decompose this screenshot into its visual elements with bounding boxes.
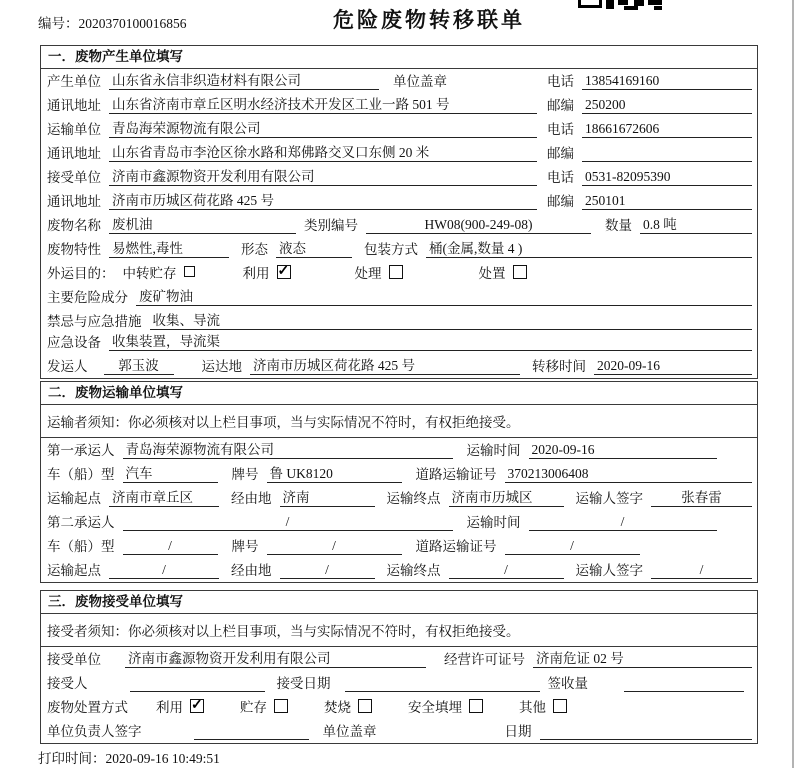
equipment-value: 收集装置，导流渠 — [109, 330, 752, 351]
row-acceptor — [41, 671, 757, 695]
carrier1-value: 青岛海荣源物流有限公司 — [123, 438, 453, 459]
transfer-time-value: 2020-09-16 — [594, 358, 752, 375]
section-transporter — [40, 381, 758, 583]
section-producer-header: 一．废物产生单位填写 — [41, 46, 757, 69]
unit-seal2-label: 单位盖章 — [322, 724, 377, 739]
purpose-label: 外运目的： — [47, 266, 115, 281]
receiver-phone-value: 0531-82095390 — [582, 169, 752, 186]
unit-seal-label: 单位盖章 — [393, 74, 447, 89]
transporter-notice: 运输者须知：你必须核对以上栏目事项，当与实际情况不符时，有权拒绝接受。 — [41, 405, 757, 438]
origin1-label: 运输起点 — [47, 491, 101, 506]
plate2-value: / — [267, 538, 402, 555]
producer-zip-label: 邮编 — [547, 98, 574, 113]
utilize-checkbox — [277, 265, 291, 279]
quantity-label: 数量 — [605, 218, 632, 233]
serial-label: 编号： — [38, 16, 79, 31]
transporter-address-label: 通讯地址 — [47, 146, 101, 161]
via2-value: / — [280, 562, 375, 579]
disposal-option-other: 其他 — [519, 696, 567, 716]
acceptor-label: 接受人 — [47, 676, 88, 691]
qr-code-fragment-icon — [578, 0, 668, 11]
hazard-value: 废矿物油 — [136, 285, 752, 306]
disposal-utilize-checkbox — [190, 699, 204, 713]
purpose-option-treat: 处理 — [355, 262, 403, 282]
quantity-value: 0.8 吨 — [640, 213, 752, 234]
producer-address-label: 通讯地址 — [47, 98, 101, 113]
taboo-label: 禁忌与应急措施 — [47, 314, 142, 329]
print-time-label: 打印时间： — [38, 751, 106, 766]
disposal-incinerate-checkbox — [358, 699, 372, 713]
packing-label: 包装方式 — [364, 242, 418, 257]
row-waste-name — [41, 213, 757, 237]
row-equipment — [41, 333, 757, 354]
row-waste-character — [41, 237, 757, 261]
date2-value — [540, 724, 753, 740]
transport-time2-label: 运输时间 — [466, 515, 521, 530]
row-purpose — [41, 261, 757, 285]
disposal-option-storage: 贮存 — [240, 696, 288, 716]
transporter-phone-value: 18661672606 — [582, 121, 752, 138]
waste-character-label: 废物特性 — [47, 242, 101, 257]
sign2-label: 运输人签字 — [575, 563, 643, 578]
transfer-time-label: 转移时间 — [532, 359, 586, 374]
category-label: 类别编号 — [304, 218, 358, 233]
carrier2-value: / — [123, 514, 453, 531]
head-signature-label: 单位负责人签字 — [47, 724, 142, 739]
disposal-method-label: 废物处置方式 — [47, 700, 128, 715]
vehicle1-label: 车（船）型 — [47, 467, 115, 482]
carrier2-label: 第二承运人 — [47, 515, 115, 530]
row-carrier1 — [41, 438, 757, 462]
disposal-option-landfill: 安全填埋 — [408, 696, 483, 716]
disposal-storage-checkbox — [274, 699, 288, 713]
receiver-address-label: 通讯地址 — [47, 194, 101, 209]
receiver-address-value: 济南市历城区荷花路 425 号 — [109, 189, 537, 210]
hazard-label: 主要危险成分 — [47, 290, 128, 305]
road-license1-label: 道路运输证号 — [415, 467, 497, 482]
category-value: HW08(900-249-08) — [366, 217, 591, 234]
accept-date-label: 接受日期 — [276, 676, 331, 691]
vehicle2-label: 车（船）型 — [47, 539, 115, 554]
receive-unit-label: 接受单位 — [47, 652, 101, 667]
page-title: 危险废物转移联单 — [333, 8, 525, 32]
transporter-zip-value — [582, 146, 752, 162]
purpose-option-utilize: 利用 ✓ — [243, 262, 291, 282]
head-signature-value — [194, 724, 309, 740]
row-transporter — [41, 117, 757, 141]
disposal-option-utilize: 利用 ✓ — [156, 696, 204, 716]
row-shipper — [41, 354, 757, 378]
serial-value: 2020370100016856 — [78, 16, 187, 31]
carrier1-label: 第一承运人 — [47, 443, 115, 458]
shipper-value: 郭玉波 — [104, 354, 174, 375]
via2-label: 经由地 — [231, 563, 272, 578]
producer-zip-value: 250200 — [582, 97, 752, 114]
row-producer-address — [41, 93, 757, 117]
receiver-phone-label: 电话 — [547, 170, 574, 185]
end2-label: 运输终点 — [386, 563, 441, 578]
receiver-notice: 接受者须知：你必须核对以上栏目事项，当与实际情况不符时，有权拒绝接受。 — [41, 614, 757, 647]
treat-checkbox — [389, 265, 403, 279]
origin1-value: 济南市章丘区 — [109, 486, 219, 507]
row-carrier2 — [41, 510, 757, 534]
row-producer — [41, 69, 757, 93]
transporter-label: 运输单位 — [47, 122, 101, 137]
row-hazard — [41, 285, 757, 309]
acceptor-value — [130, 676, 265, 692]
producer-address-value: 山东省济南市章丘区明水经济技术开发区工业一路 501 号 — [109, 93, 537, 114]
page-edge-line — [792, 0, 794, 768]
end1-label: 运输终点 — [386, 491, 441, 506]
print-time-value: 2020-09-16 10:49:51 — [105, 751, 220, 766]
road-license2-label: 道路运输证号 — [415, 539, 497, 554]
row-vehicle2 — [41, 534, 757, 558]
sign2-value: / — [651, 562, 752, 579]
dispose-checkbox — [513, 265, 527, 279]
vehicle1-value: 汽车 — [123, 462, 218, 483]
transport-time1-label: 运输时间 — [466, 443, 521, 458]
operating-license-label: 经营许可证号 — [444, 652, 525, 667]
row-transporter-address — [41, 141, 757, 165]
accept-date-value — [345, 676, 540, 692]
form-label: 形态 — [241, 242, 268, 257]
transporter-phone-label: 电话 — [547, 122, 574, 137]
transporter-address-value: 山东省青岛市李沧区徐水路和郑佛路交叉口东侧 20 米 — [109, 141, 537, 162]
row-route2 — [41, 558, 757, 582]
row-head-signature — [41, 719, 757, 743]
plate1-value: 鲁 UK8120 — [267, 462, 402, 483]
waste-name-label: 废物名称 — [47, 218, 101, 233]
taboo-value: 收集、导流 — [150, 309, 753, 330]
waste-name-value: 废机油 — [109, 213, 296, 234]
receiver-value: 济南市鑫源物资开发利用有限公司 — [109, 165, 537, 186]
shipper-label: 发运人 — [47, 359, 88, 374]
via1-label: 经由地 — [231, 491, 272, 506]
receiver-zip-label: 邮编 — [547, 194, 574, 209]
transporter-value: 青岛海荣源物流有限公司 — [109, 117, 537, 138]
road-license1-value: 370213006408 — [505, 466, 753, 483]
receiver-zip-value: 250101 — [582, 193, 752, 210]
vehicle2-value: / — [123, 538, 218, 555]
print-time — [38, 747, 220, 767]
transfer-storage-checkbox — [184, 266, 195, 277]
waste-character-value: 易燃性,毒性 — [109, 237, 229, 258]
signed-amount-label: 签收量 — [547, 676, 588, 691]
plate1-label: 牌号 — [231, 467, 259, 482]
destination-label: 运达地 — [201, 359, 242, 374]
producer-phone-label: 电话 — [547, 74, 574, 89]
producer-phone-value: 13854169160 — [582, 73, 752, 90]
disposal-landfill-checkbox — [469, 699, 483, 713]
destination-value: 济南市历城区荷花路 425 号 — [250, 354, 520, 375]
section-receiver — [40, 590, 758, 744]
row-vehicle1 — [41, 462, 757, 486]
receiver-label: 接受单位 — [47, 170, 101, 185]
row-receiver — [41, 165, 757, 189]
end2-value: / — [449, 562, 564, 579]
transporter-zip-label: 邮编 — [547, 146, 574, 161]
section-producer — [40, 45, 758, 379]
transport-time1-value: 2020-09-16 — [529, 442, 717, 459]
disposal-other-checkbox — [553, 699, 567, 713]
sign1-value: 张春雷 — [651, 486, 752, 507]
operating-license-value: 济南危证 02 号 — [533, 647, 752, 668]
origin2-label: 运输起点 — [47, 563, 101, 578]
sign1-label: 运输人签字 — [575, 491, 643, 506]
date2-label: 日期 — [504, 724, 532, 739]
signed-amount-value — [624, 676, 744, 692]
row-route1 — [41, 486, 757, 510]
row-disposal — [41, 695, 757, 719]
section-receiver-header: 三．废物接受单位填写 — [41, 591, 757, 614]
producer-value: 山东省永信非织造材料有限公司 — [109, 69, 379, 90]
packing-value: 桶(金属,数量 4 ) — [426, 237, 752, 258]
document-header — [0, 0, 796, 42]
row-receiver-address — [41, 189, 757, 213]
via1-value: 济南 — [280, 486, 375, 507]
purpose-option-dispose: 处置 — [479, 262, 527, 282]
origin2-value: / — [109, 562, 219, 579]
transport-time2-value: / — [529, 514, 717, 531]
equipment-label: 应急设备 — [47, 335, 101, 350]
disposal-option-incinerate: 焚烧 — [324, 696, 372, 716]
producer-label: 产生单位 — [47, 74, 101, 89]
plate2-label: 牌号 — [231, 539, 259, 554]
section-transporter-header: 二．废物运输单位填写 — [41, 382, 757, 405]
serial-number — [38, 12, 187, 32]
form-value: 液态 — [276, 237, 352, 258]
purpose-option-transfer-storage: 中转贮存 — [123, 262, 195, 282]
road-license2-value: / — [505, 538, 640, 555]
receive-unit-value: 济南市鑫源物资开发利用有限公司 — [125, 647, 426, 668]
end1-value: 济南市历城区 — [449, 486, 564, 507]
row-receive-unit — [41, 647, 757, 671]
